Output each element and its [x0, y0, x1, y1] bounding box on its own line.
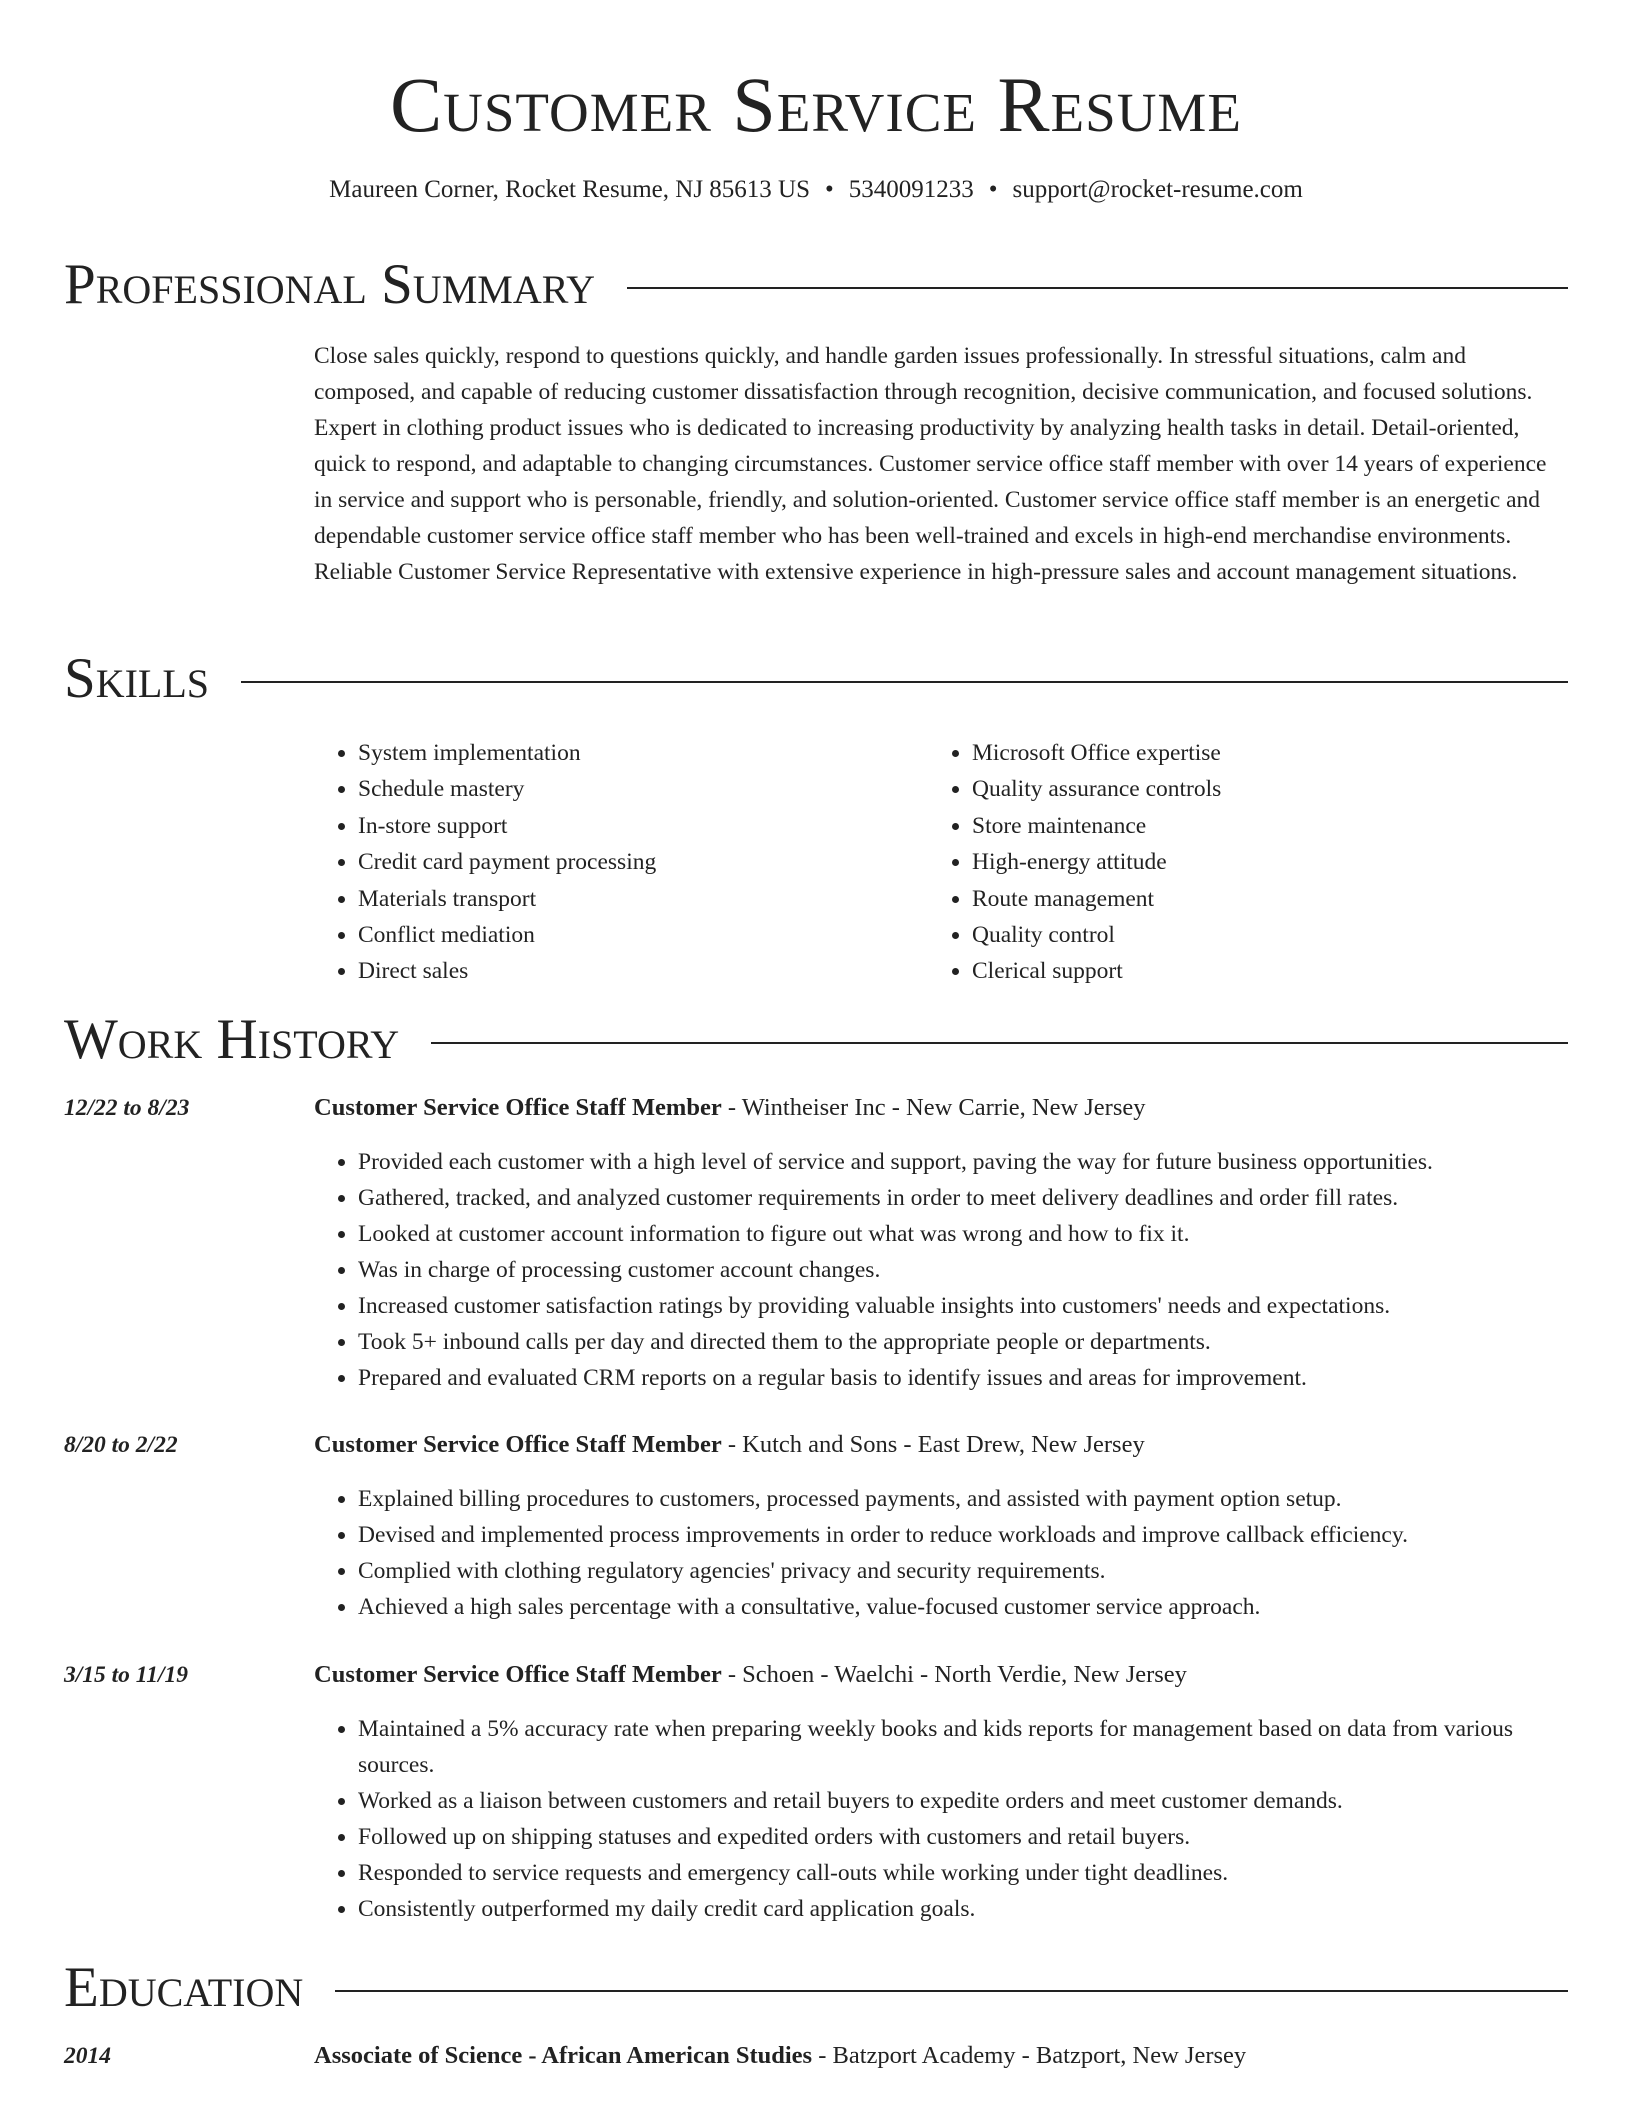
skills-column-right: [928, 735, 1532, 990]
job-duties: [314, 1711, 1568, 1927]
section-divider: [241, 681, 1568, 683]
skill-item: • Quality control: [972, 917, 1532, 953]
work-heading: Work History: [64, 1008, 400, 1071]
job-title: Customer Service Office Staff Member: [314, 1431, 722, 1458]
school-name: - Batzport Academy - Batzport, New Jersey: [812, 2042, 1247, 2069]
skills-list: [314, 735, 1568, 990]
duty-item: • Responded to service requests and emergency call-outs while working under tight deadlines.: [358, 1855, 1568, 1891]
contact-email[interactable]: support@rocket-resume.com: [1012, 176, 1303, 203]
duty-item: • Worked as a liaison between customers and retail buyers to expedite orders and meet customer demands.: [358, 1783, 1568, 1819]
job-title: Customer Service Office Staff Member: [314, 1661, 722, 1688]
degree-name: Associate of Science - African American Studies: [314, 2042, 813, 2069]
skills-column-left: [314, 735, 928, 990]
skill-item: • In-store support: [358, 808, 928, 844]
duty-item: • Maintained a 5% accuracy rate when preparing weekly books and kids reports for management based on data from various sources.: [358, 1711, 1568, 1783]
skill-item: • Materials transport: [358, 881, 928, 917]
summary-section-header: [64, 252, 1568, 318]
education-heading: Education: [64, 1956, 304, 2019]
contact-separator: •: [988, 176, 998, 203]
duty-item: • Was in charge of processing customer account changes.: [358, 1252, 1568, 1288]
work-dates: 8/20 to 2/22: [64, 1432, 178, 1458]
duty-item: • Complied with clothing regulatory agencies' privacy and security requirements.: [358, 1553, 1568, 1589]
skills-section-header: [64, 646, 1568, 712]
section-divider: [335, 1990, 1568, 1992]
duty-item: • Increased customer satisfaction ratings by providing valuable insights into customers' needs and expectations.: [358, 1288, 1568, 1324]
resume-title: Customer Service Resume: [390, 61, 1242, 148]
education-section-header: [64, 1955, 1568, 2021]
job-title: Customer Service Office Staff Member: [314, 1094, 722, 1121]
work-header: [314, 1657, 1568, 1693]
skill-item: • Store maintenance: [972, 808, 1532, 844]
work-section-header: [64, 1007, 1568, 1073]
duty-item: • Gathered, tracked, and analyzed customer requirements in order to meet delivery deadlines and order fill rates.: [358, 1180, 1568, 1216]
skill-item: • Schedule mastery: [358, 771, 928, 807]
duty-item: • Followed up on shipping statuses and expedited orders with customers and retail buyers.: [358, 1819, 1568, 1855]
summary-heading: Professional Summary: [64, 253, 596, 316]
skill-item: • Quality assurance controls: [972, 771, 1532, 807]
skill-item: • High-energy attitude: [972, 844, 1532, 880]
job-employer: - Wintheiser Inc - New Carrie, New Jersey: [721, 1094, 1146, 1121]
job-employer: - Kutch and Sons - East Drew, New Jersey: [721, 1431, 1145, 1458]
summary-text: Close sales quickly, respond to questions quickly, and handle garden issues professionally. In stressful situations, calm and composed, and capable of reducing customer dissatisfaction through recognition, decisive communication, and focused solutions. Expert in clothing product issues who is dedicated to increasing productivity by analyzing health tasks in detail. Detail-oriented, quick to respond, and adaptable to changing circumstances. Customer service office staff member with over 14 years of experience in service and support who is personable, friendly, and solution-oriented. Customer service office staff member is an energetic and dependable customer service office staff member who has been well-trained and excels in high-end merchandise environments. Reliable Customer Service Representative with extensive experience in high-pressure sales and account management situations.: [314, 343, 1547, 585]
section-divider: [627, 287, 1568, 289]
duty-item: • Took 5+ inbound calls per day and directed them to the appropriate people or departments.: [358, 1324, 1568, 1360]
skill-item: • Route management: [972, 881, 1532, 917]
duty-item: • Looked at customer account information to figure out what was wrong and how to fix it.: [358, 1216, 1568, 1252]
job-duties: [314, 1144, 1568, 1396]
skill-item: • Conflict mediation: [358, 917, 928, 953]
job-duties: [314, 1481, 1568, 1625]
skills-heading: Skills: [64, 647, 210, 710]
contact-phone: 5340091233: [848, 176, 974, 203]
work-header: [314, 1427, 1568, 1463]
skill-item: • Microsoft Office expertise: [972, 735, 1532, 771]
duty-item: • Consistently outperformed my daily credit card application goals.: [358, 1891, 1568, 1927]
work-dates: 12/22 to 8/23: [64, 1095, 190, 1121]
education-header: [314, 2038, 1568, 2074]
work-header: [314, 1090, 1568, 1126]
work-dates: 3/15 to 11/19: [64, 1662, 189, 1688]
skill-item: • Clerical support: [972, 953, 1532, 989]
job-employer: - Schoen - Waelchi - North Verdie, New Jersey: [721, 1661, 1187, 1688]
duty-item: • Achieved a high sales percentage with a consultative, value-focused customer service approach.: [358, 1589, 1568, 1625]
education-year: 2014: [64, 2043, 111, 2069]
duty-item: • Devised and implemented process improvements in order to reduce workloads and improve callback efficiency.: [358, 1517, 1568, 1553]
contact-separator: •: [825, 176, 834, 203]
duty-item: • Prepared and evaluated CRM reports on a regular basis to identify issues and areas for improvement.: [358, 1360, 1568, 1396]
contact-line: [0, 173, 1632, 207]
duty-item: • Explained billing procedures to customers, processed payments, and assisted with payment option setup.: [358, 1481, 1568, 1517]
skill-item: • Credit card payment processing: [358, 844, 928, 880]
skill-item: • System implementation: [358, 735, 928, 771]
contact-address: Maureen Corner, Rocket Resume, NJ 85613 US: [329, 176, 811, 203]
duty-item: • Provided each customer with a high level of service and support, paving the way for future business opportunities.: [358, 1144, 1568, 1180]
skill-item: • Direct sales: [358, 953, 928, 989]
section-divider: [431, 1042, 1568, 1044]
